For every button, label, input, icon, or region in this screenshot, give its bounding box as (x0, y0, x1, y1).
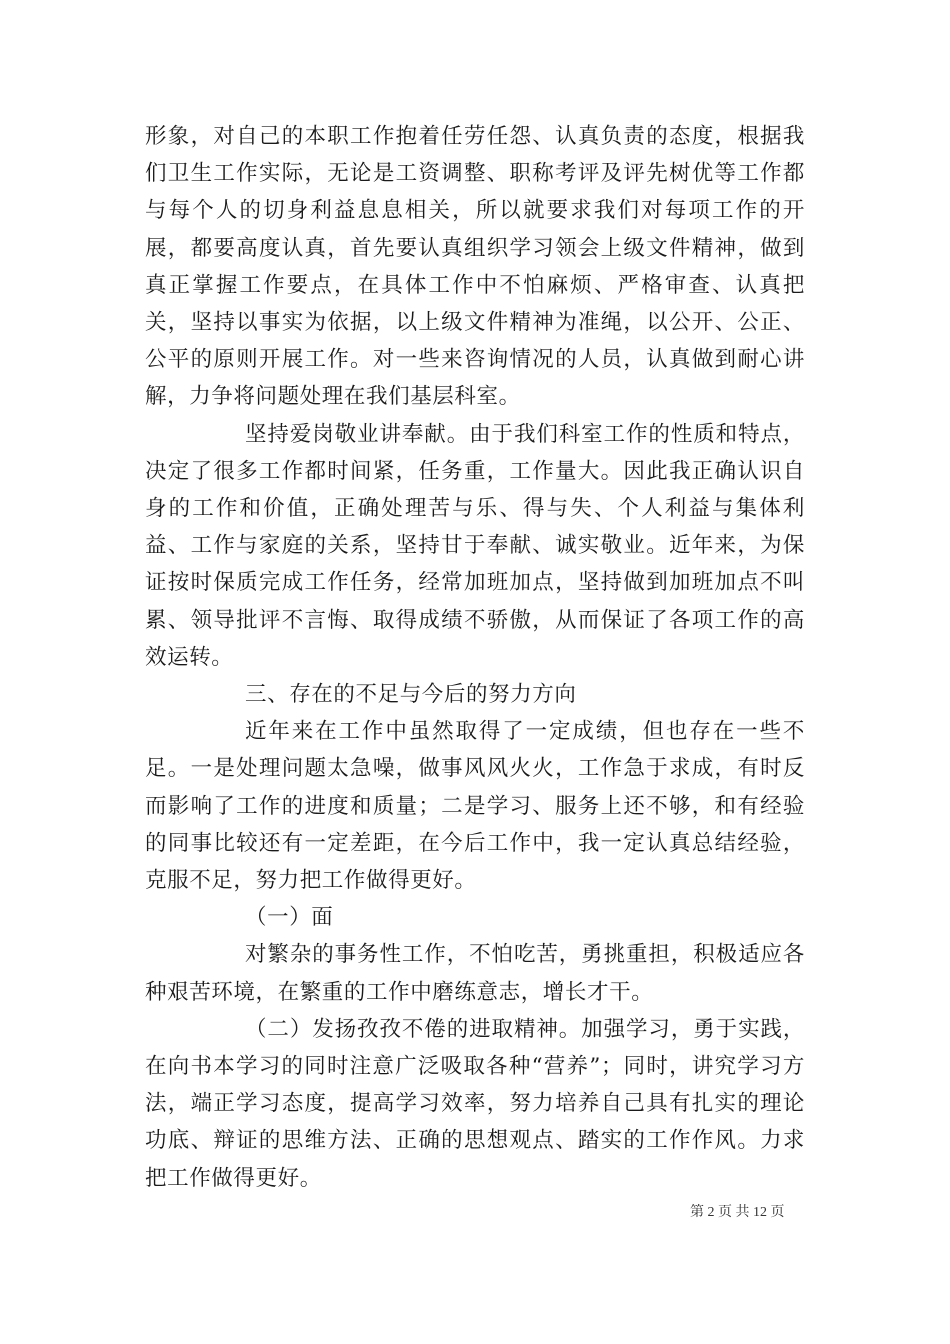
paragraph-dedication: 坚持爱岗敬业讲奉献。由于我们科室工作的性质和特点，决定了很多工作都时间紧，任务重，工作量大。因此我正确认识自身的工作和价值，正确处理苦与乐、得与失、个人利益与集体利益、工作与家庭的关系，坚持甘于奉献、诚实敬业。近年来，为保证按时保质完成工作任务，经常加班加点，坚持做到加班加点不叫累、领导批评不言悔、取得成绩不骄傲，从而保证了各项工作的高效运转。 (145, 421, 805, 670)
paragraph-hardship: 对繁杂的事务性工作，不怕吃苦，勇挑重担，积极适应各种艰苦环境，在繁重的工作中磨练意志，增长才干。 (145, 942, 805, 1005)
section-heading-shortcomings: 三、存在的不足与今后的努力方向 (245, 682, 577, 708)
subheading-one: （一）面 (245, 905, 334, 931)
paragraph-shortcomings: 近年来在工作中虽然取得了一定成绩，但也存在一些不足。一是处理问题太急噪，做事风风火火，工作急于求成，有时反而影响了工作的进度和质量；二是学习、服务上还不够，和有经验的同事比较还有一定差距，在今后工作中，我一定认真总结经验，克服不足，努力把工作做得更好。 (145, 719, 805, 894)
page-number-footer: 第 2 页 共 12 页 (690, 1205, 785, 1220)
document-body (145, 118, 805, 1197)
paragraph-continued: 形象，对自己的本职工作抱着任劳任怨、认真负责的态度，根据我们卫生工作实际，无论是工资调整、职称考评及评先树优等工作都与每个人的切身利益息息相关，所以就要求我们对每项工作的开展，都要高度认真，首先要认真组织学习领会上级文件精神，做到真正掌握工作要点，在具体工作中不怕麻烦、严格审查、认真把关，坚持以事实为依据，以上级文件精神为准绳，以公开、公正、公平的原则开展工作。对一些来咨询情况的人员，认真做到耐心讲解，力争将问题处理在我们基层科室。 (145, 124, 805, 410)
paragraph-learning: （二）发扬孜孜不倦的进取精神。加强学习，勇于实践，在向书本学习的同时注意广泛吸取各种“营养”；同时，讲究学习方法，端正学习态度，提高学习效率，努力培养自己具有扎实的理论功底、辩证的思维方法、正确的思想观点、踏实的工作作风。力求把工作做得更好。 (145, 1016, 805, 1191)
